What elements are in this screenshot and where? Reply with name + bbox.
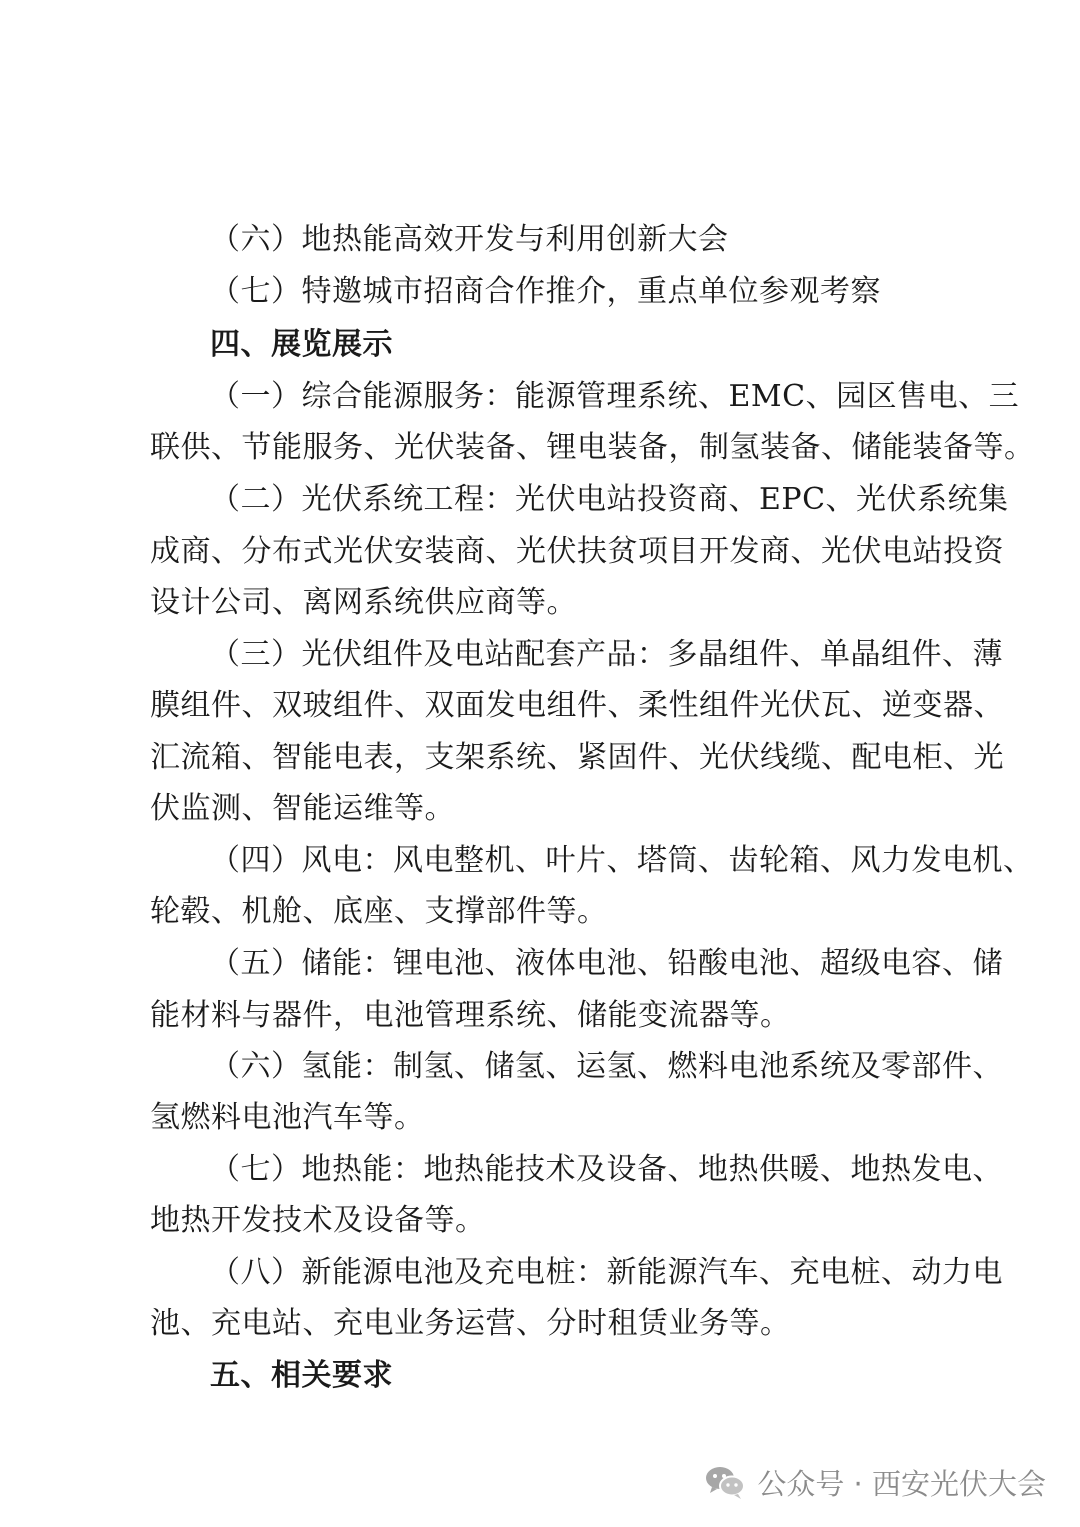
paragraph-4-line-1: （四）风电：风电整机、叶片、塔筒、齿轮箱、风力发电机、	[210, 843, 1034, 878]
paragraph-1-line-2: 联供、节能服务、光伏装备、锂电装备，制氢装备、储能装备等。	[150, 430, 1035, 465]
watermark-text: 公众号 · 西安光伏大会	[757, 1466, 1046, 1501]
paragraph-3-line-3: 汇流箱、智能电表，支架系统、紧固件、光伏线缆、配电柜、光	[150, 740, 1004, 775]
paragraph-4-line-2: 轮毂、机舱、底座、支撑部件等。	[150, 894, 608, 929]
paragraph-3-line-2: 膜组件、双玻组件、双面发电组件、柔性组件光伏瓦、逆变器、	[150, 688, 1004, 723]
wechat-icon	[703, 1462, 747, 1502]
paragraph-5-line-2: 能材料与器件，电池管理系统、储能变流器等。	[150, 998, 791, 1033]
list-item-6-geothermal-conference: （六）地热能高效开发与利用创新大会	[210, 222, 729, 257]
paragraph-8-line-1: （八）新能源电池及充电桩：新能源汽车、充电桩、动力电	[210, 1255, 1003, 1290]
paragraph-5-line-1: （五）储能：锂电池、液体电池、铅酸电池、超级电容、储	[210, 946, 1003, 981]
paragraph-3-line-1: （三）光伏组件及电站配套产品：多晶组件、单晶组件、薄	[210, 637, 1003, 672]
paragraph-3-line-4: 伏监测、智能运维等。	[150, 791, 455, 826]
paragraph-2-line-2: 成商、分布式光伏安装商、光伏扶贫项目开发商、光伏电站投资	[150, 534, 1004, 569]
section-heading-requirements: 五、相关要求	[210, 1358, 393, 1393]
section-heading-exhibition: 四、展览展示	[210, 327, 393, 362]
paragraph-2-line-3: 设计公司、离网系统供应商等。	[150, 585, 577, 620]
paragraph-7-line-1: （七）地热能：地热能技术及设备、地热供暖、地热发电、	[210, 1152, 1003, 1187]
paragraph-1-line-1: （一）综合能源服务：能源管理系统、EMC、园区售电、三	[210, 379, 1020, 414]
paragraph-6-line-1: （六）氢能：制氢、储氢、运氢、燃料电池系统及零部件、	[210, 1049, 1003, 1084]
list-item-7-city-promotion: （七）特邀城市招商合作推介，重点单位参观考察	[210, 274, 881, 309]
paragraph-8-line-2: 池、充电站、充电业务运营、分时租赁业务等。	[150, 1306, 791, 1341]
paragraph-6-line-2: 氢燃料电池汽车等。	[150, 1100, 425, 1135]
paragraph-7-line-2: 地热开发技术及设备等。	[150, 1203, 486, 1238]
paragraph-2-line-1: （二）光伏系统工程：光伏电站投资商、EPC、光伏系统集	[210, 482, 1009, 517]
wechat-watermark	[703, 1462, 1046, 1502]
